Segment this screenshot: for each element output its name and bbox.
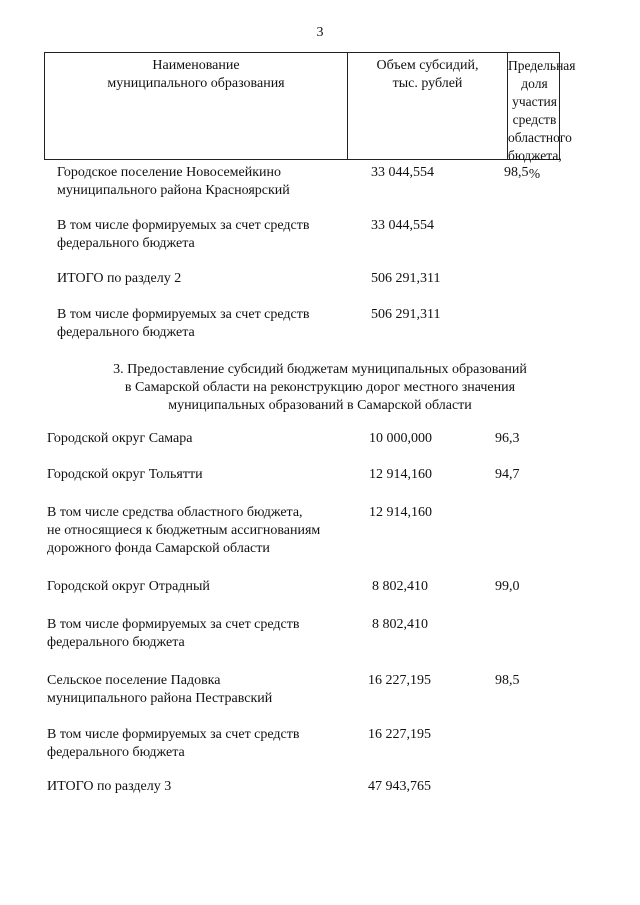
header-share-line: областного (508, 130, 572, 145)
header-share-line: бюджета, (508, 148, 562, 163)
row-amount: 33 044,554 (371, 165, 434, 180)
row-name (47, 578, 210, 596)
row-name-line: Городской округ Тольятти (47, 467, 203, 482)
row-share: 99,0 (495, 579, 520, 594)
row-name-line: федерального бюджета (47, 745, 185, 760)
row-name-line: В том числе формируемых за счет средств (57, 307, 310, 322)
header-municipality-line: Наименование (152, 58, 240, 73)
row-name-line: федерального бюджета (47, 635, 185, 650)
row-name (47, 466, 203, 484)
row-name-line: не относящиеся к бюджетным ассигнованиям (47, 523, 321, 538)
row-name-line: муниципального района Красноярский (57, 183, 290, 198)
row-name-line: Городской округ Отрадный (47, 579, 210, 594)
row-share: 98,5 (504, 165, 529, 180)
header-municipality-line: муниципального образования (107, 76, 285, 91)
header-subsidy-line: тыс. рублей (392, 76, 463, 91)
row-amount: 10 000,000 (369, 431, 432, 446)
row-name (47, 430, 192, 448)
page-number: 3 (316, 25, 324, 40)
row-name (47, 616, 300, 652)
header-share-line: % (528, 166, 541, 181)
row-name-line: федерального бюджета (57, 325, 195, 340)
section-heading-line: 3. Предоставление субсидий бюджетам муниципальных образований (113, 362, 527, 377)
row-name (57, 217, 310, 253)
row-name-line: В том числе формируемых за счет средств (57, 218, 310, 233)
header-share-line: Предельная (508, 58, 576, 73)
row-name-line: ИТОГО по разделу 2 (57, 271, 182, 286)
row-name-line: Сельское поселение Падовка (47, 673, 221, 688)
header-municipality (45, 53, 347, 159)
row-name (57, 306, 310, 342)
row-amount: 16 227,195 (368, 673, 431, 688)
row-amount: 8 802,410 (372, 579, 428, 594)
row-name (47, 672, 272, 708)
row-name (47, 504, 320, 558)
header-subsidy-volume (347, 53, 507, 159)
row-name-line: федерального бюджета (57, 236, 195, 251)
row-name-line: муниципального района Пестравский (47, 691, 273, 706)
row-amount: 8 802,410 (372, 617, 428, 632)
header-share-line: доля (521, 76, 548, 91)
row-amount: 33 044,554 (371, 218, 434, 233)
row-share: 94,7 (495, 467, 520, 482)
row-name (57, 270, 181, 288)
section-heading (0, 361, 640, 415)
row-name (57, 164, 290, 200)
row-amount: 16 227,195 (368, 727, 431, 742)
row-amount: 12 914,160 (369, 467, 432, 482)
row-share: 98,5 (495, 673, 520, 688)
row-name (47, 778, 171, 796)
row-name-line: В том числе формируемых за счет средств (47, 617, 300, 632)
row-name-line: дорожного фонда Самарской области (47, 541, 270, 556)
row-amount: 506 291,311 (371, 271, 441, 286)
row-name-line: В том числе средства областного бюджета, (47, 505, 303, 520)
row-name-line: Городское поселение Новосемейкино (57, 165, 282, 180)
row-amount: 12 914,160 (369, 505, 432, 520)
row-name-line: ИТОГО по разделу 3 (47, 779, 172, 794)
row-name (47, 726, 300, 762)
row-name-line: В том числе формируемых за счет средств (47, 727, 300, 742)
section-heading-line: муниципальных образований в Самарской области (168, 398, 472, 413)
header-subsidy-line: Объем субсидий, (376, 58, 479, 73)
row-share: 96,3 (495, 431, 520, 446)
row-amount: 506 291,311 (371, 307, 441, 322)
section-heading-line: в Самарской области на реконструкцию дорог местного значения (124, 380, 516, 395)
header-share-line: участия средств (512, 94, 557, 127)
row-amount: 47 943,765 (368, 779, 431, 794)
row-name-line: Городской округ Самара (47, 431, 193, 446)
